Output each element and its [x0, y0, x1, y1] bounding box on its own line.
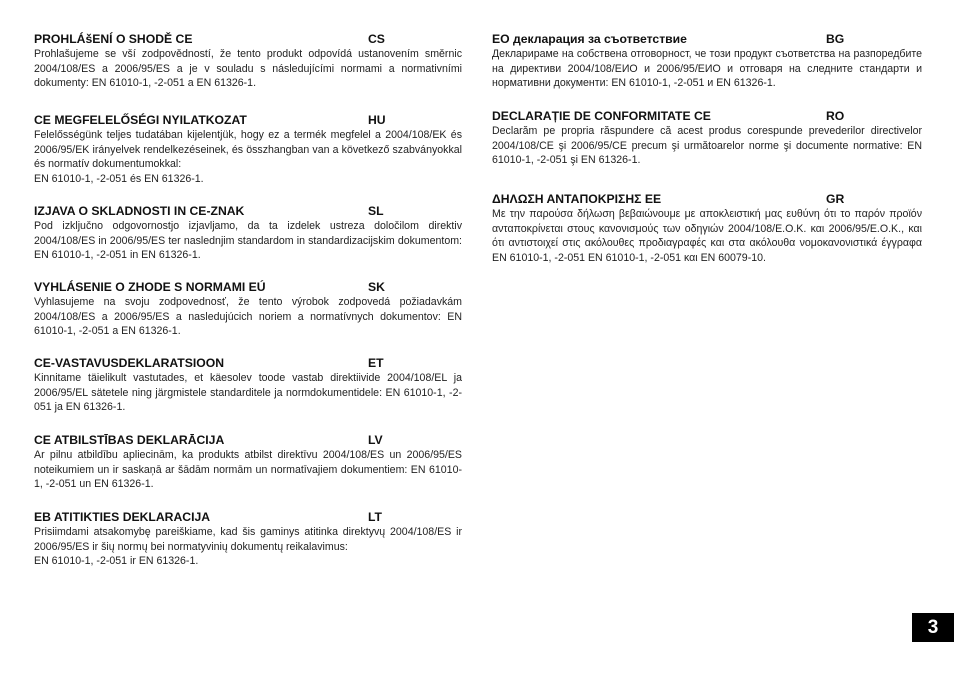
declaration-text: Декларираме на собствена отговорност, че този продукт съответства на разпоредбите на директиви 2004/108/ЕИО и 2006/95/ЕИО и отговаря на следните стандарти и нормативни документи: EN 61010-1, -2-051 и EN 61326-1.	[492, 48, 922, 90]
language-code: ET	[368, 356, 384, 370]
declaration-cs	[34, 31, 462, 112]
language-code: HU	[368, 113, 386, 127]
declaration-heading	[34, 279, 462, 295]
language-code: SK	[368, 280, 385, 294]
declaration-sk	[34, 279, 462, 355]
language-code: GR	[826, 192, 845, 206]
declaration-lv	[34, 432, 462, 509]
declaration-title: CE ATBILSTĪBAS DEKLARĀCIJA	[34, 433, 225, 447]
language-code: RO	[826, 109, 845, 123]
left-column	[34, 31, 462, 569]
declaration-text: Ar pilnu atbildību apliecinām, ka produkts atbilst direktīvu 2004/108/ES un 2006/95/ES noteikumiem un ir saskaņā ar šādām normām un normatīvajiem dokumentiem: EN 61010-1, -2-051 un EN 61326-1.	[34, 449, 462, 491]
declaration-text-standards: EN 61010-1, -2-051 és EN 61326-1.	[34, 173, 204, 186]
declaration-title: ΔΗΛΩΣΗ ΑΝΤΑΠΟΚΡΙΣΗΣ ΕΕ	[492, 192, 662, 206]
declaration-text: Vyhlasujeme na svoju zodpovednosť, že tento výrobok zodpovedá požiadavkám 2004/108/ES a 2006/95/ES a nasledujúcich noriem a normatívnych dokumentov: EN 61010-1, -2-051 a EN 61326-1.	[34, 296, 462, 338]
declaration-heading	[34, 355, 462, 371]
declaration-text: Declarăm pe propria răspundere că acest produs corespunde prevederilor directivelor 2004/108/CE şi 2006/95/CE precum şi următoarelor norme şi documente normative: EN 61010-1, -2-051 şi EN 61326-1.	[492, 125, 922, 167]
declaration-title: CE MEGFELELŐSÉGI NYILATKOZAT	[34, 113, 247, 127]
declaration-sl	[34, 203, 462, 279]
declaration-heading	[34, 31, 462, 47]
language-code: SL	[368, 204, 384, 218]
declaration-text	[34, 128, 462, 187]
declaration-hu	[34, 112, 462, 203]
declaration-gr	[492, 191, 922, 266]
declaration-bg	[492, 31, 922, 108]
declaration-text: Prohlašujeme se vší zodpovědností, že tento produkt odpovídá ustanovením směrnic 2004/108/ES a 2006/95/ES a je v souladu s následujícími normami a normativními dokumenty: EN 61010-1, -2-051 a EN 61326-1.	[34, 48, 462, 90]
declaration-text	[34, 525, 462, 569]
declaration-heading	[34, 112, 462, 128]
declaration-text: Pod izključno odgovornostjo izjavljamo, da ta izdelek ustreza določilom direktiv 2004/108/ES in 2006/95/ES ter naslednjim standardom in standardizacijskim dokumentom: EN 61010-1, -2-051 in EN 61326-1.	[34, 220, 462, 262]
declaration-heading	[34, 432, 462, 448]
declaration-title: CE-VASTAVUSDEKLARATSIOON	[34, 356, 225, 370]
right-column	[492, 31, 922, 266]
declaration-lt	[34, 509, 462, 569]
language-code: LT	[368, 510, 382, 524]
declaration-text: Με την παρούσα δήλωση βεβαιώνουμε με αποκλειστική μας ευθύνη ότι το παρόν προϊόν ανταποκρίνεται στους κανονισμούς των οδηγιών 2004/108/Ε.Ο.Κ. και 2006/95/Ε.Ο.Κ., και ότι αντιστοιχεί στις ακόλουθες προδιαγραφές και στα ακόλουθα νομοκανονιστικά έγγραφα EN 61010-1, -2-051 EN 61010-1, -2-051 και EN 60079-10.	[492, 208, 922, 265]
declaration-et	[34, 355, 462, 432]
declaration-text-standards: EN 61010-1, -2-051 ir EN 61326-1.	[34, 555, 199, 568]
declaration-text: Kinnitame täielikult vastutades, et käesolev toode vastab direktiivide 2004/108/EL ja 2006/95/EL sätetele ning järgmistele standarditele ja normdokumentidele: EN 61010-1, -2-051 ja EN 61326-1.	[34, 372, 462, 414]
language-code: CS	[368, 32, 385, 46]
declaration-heading	[492, 31, 922, 47]
declaration-text-paragraph: Felelősségünk teljes tudatában kijelentjük, hogy ez a termék megfelel a 2004/108/EK és 2006/95/EK irányelvek rendelkezéseinek, és összhangban van a következő szabványokkal és normatív dokumentumokkal:	[34, 129, 462, 171]
declaration-ro	[492, 108, 922, 191]
declaration-title: PROHLÁšENÍ O SHODĚ CE	[34, 32, 193, 46]
declaration-heading	[34, 509, 462, 525]
language-code: BG	[826, 32, 845, 46]
declaration-heading	[34, 203, 462, 219]
language-code: LV	[368, 433, 383, 447]
declaration-title: ЕО декларация за съответствие	[492, 32, 687, 46]
declaration-title: DECLARAȚIE DE CONFORMITATE CE	[492, 109, 711, 123]
declaration-title: VYHLÁSENIE O ZHODE S NORMAMI EÚ	[34, 280, 266, 294]
declaration-title: EB ATITIKTIES DEKLARACIJA	[34, 510, 211, 524]
declaration-title: IZJAVA O SKLADNOSTI IN CE-ZNAK	[34, 204, 245, 218]
page-number: 3	[912, 613, 954, 642]
declaration-heading	[492, 108, 922, 124]
declaration-heading	[492, 191, 922, 207]
declaration-text-paragraph: Prisiimdami atsakomybę pareiškiame, kad šis gaminys atitinka direktyvų 2004/108/ES ir 2006/95/ES ir šių normų bei normatyvinių dokumentų reikalavimus:	[34, 526, 462, 553]
